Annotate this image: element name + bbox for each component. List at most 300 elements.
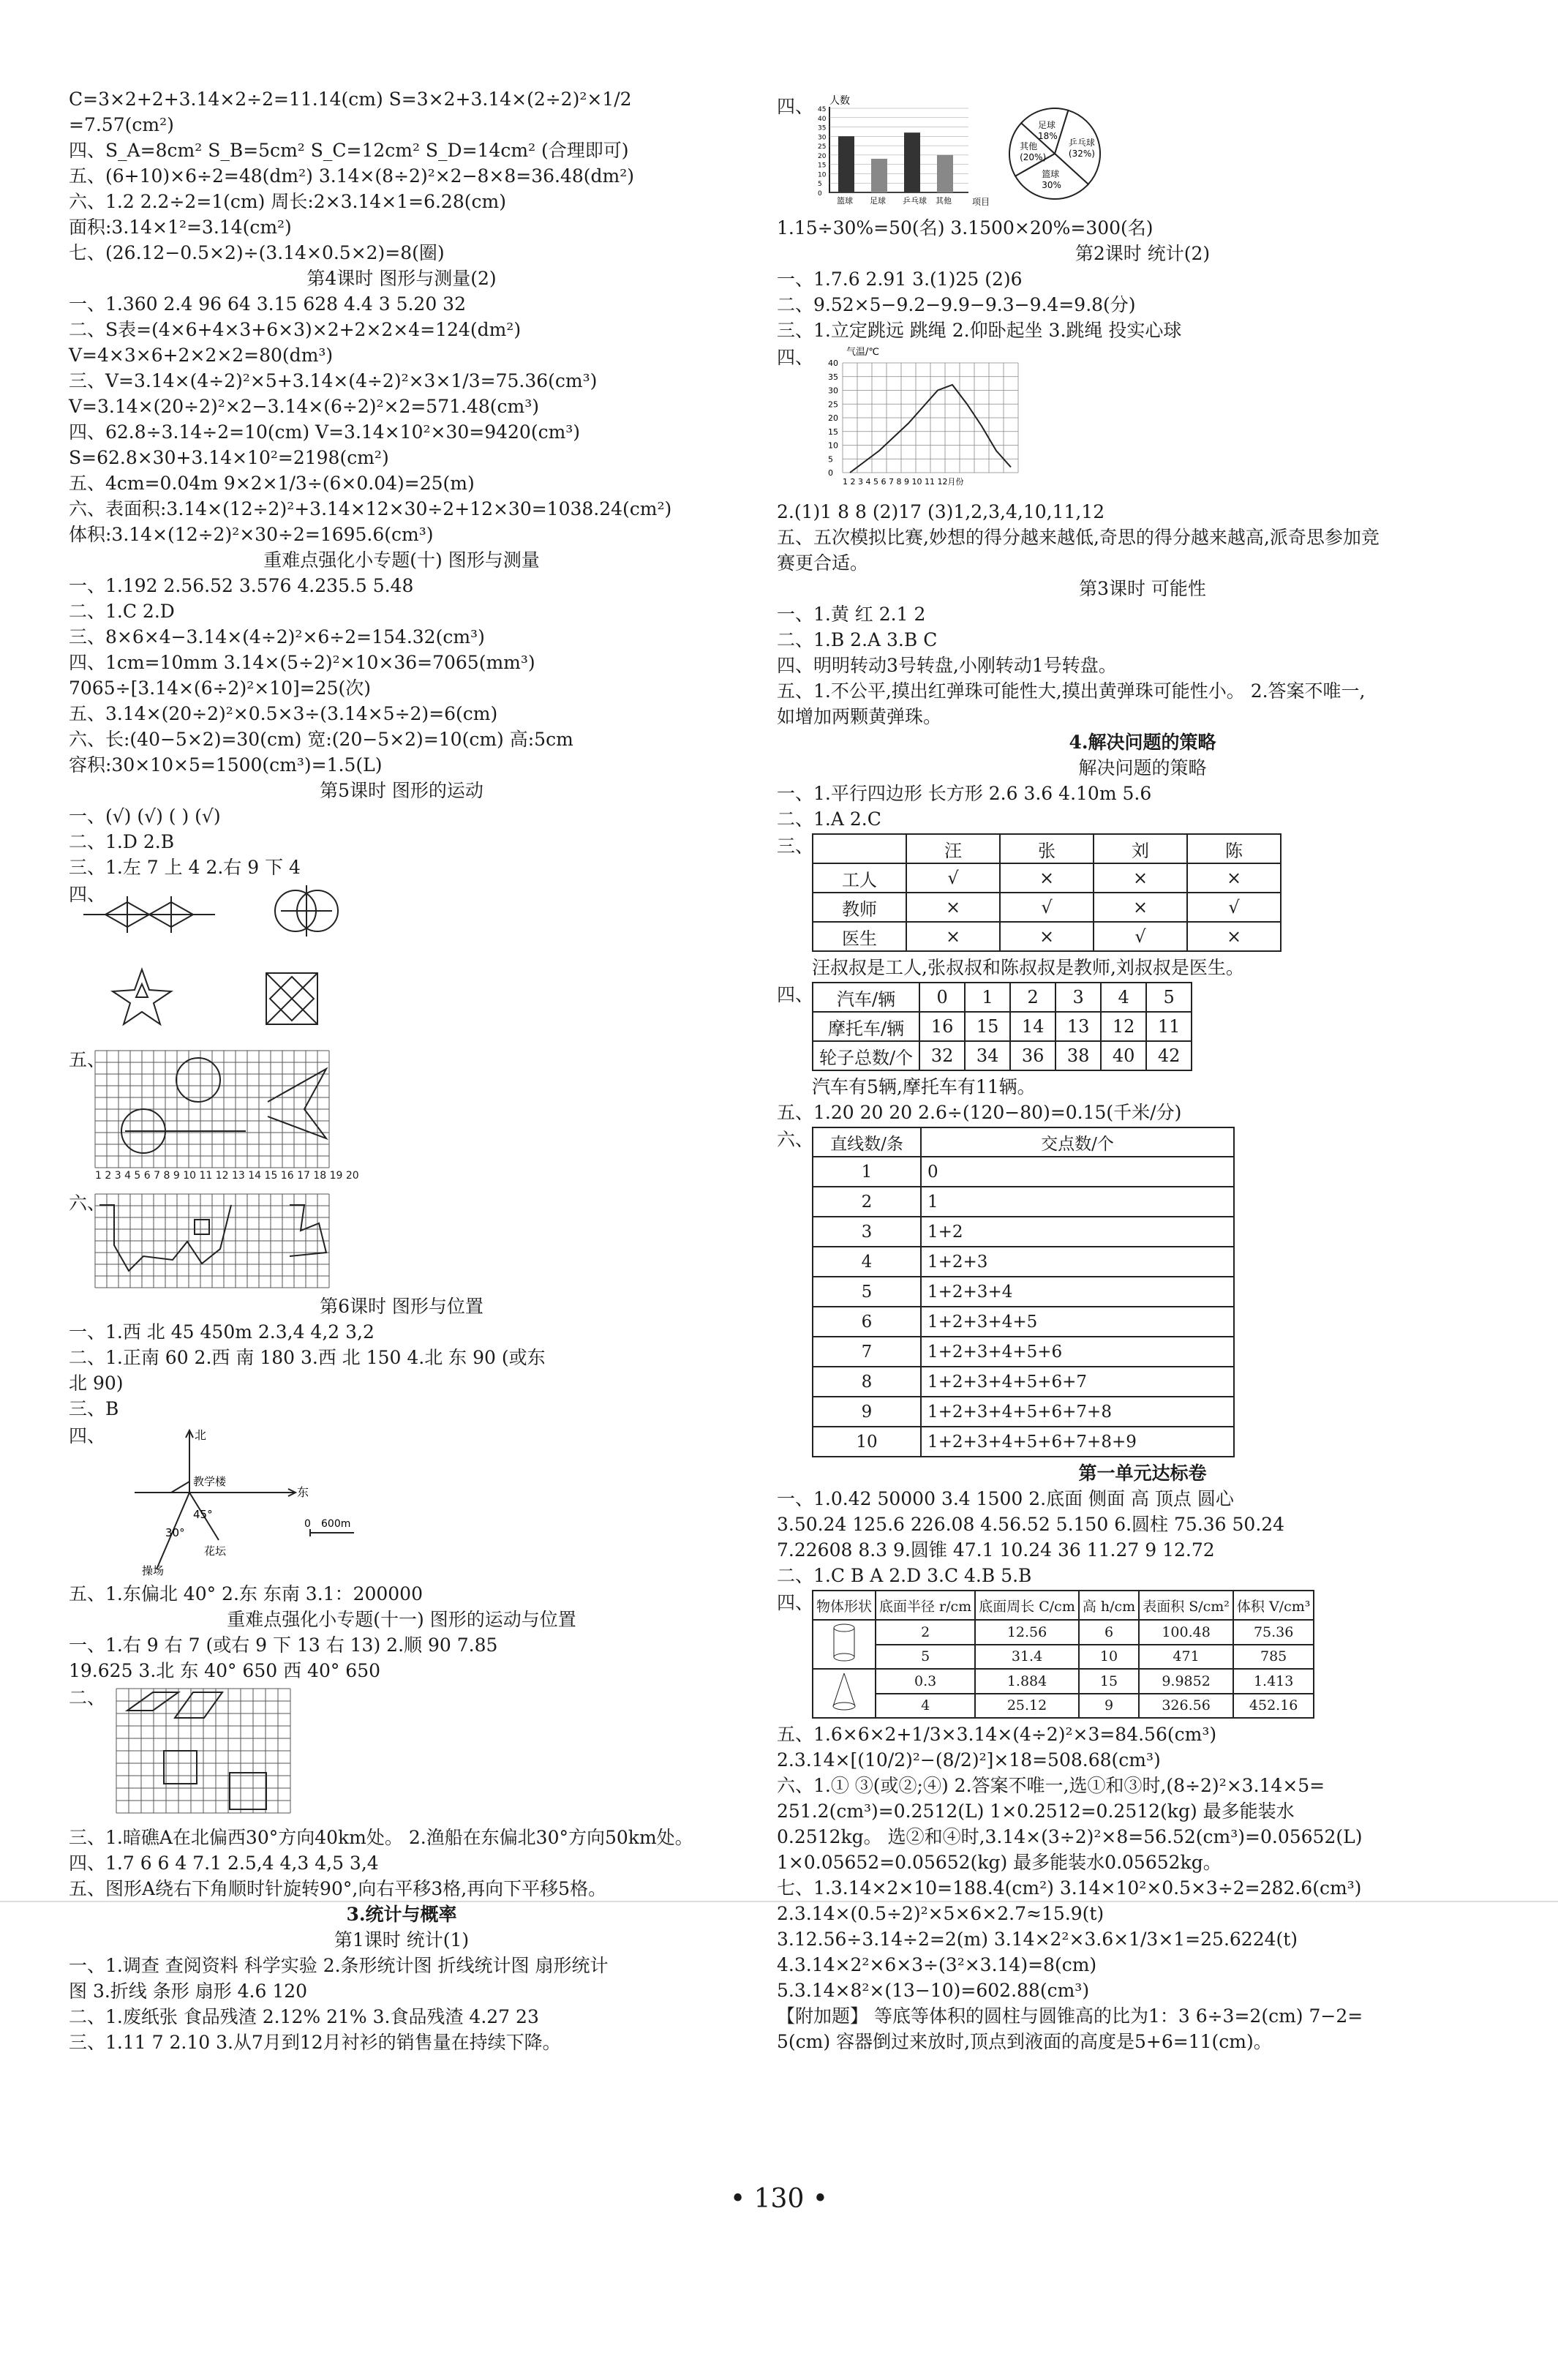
table-row [813,1367,1234,1397]
table-header-cell: 刘 [1094,834,1187,863]
unit4-heading: 4.解决问题的策略 [1069,732,1216,753]
table-cell: 1+2+3 [921,1247,1234,1277]
text-line: 7.22608 8.3 9.圆锥 47.1 10.24 36 11.27 9 12.72 [777,1539,1215,1561]
text-line: 1.15÷30%=50(名) 3.1500×20%=300(名) [777,217,1154,239]
text-line: 2.3.14×(0.5÷2)²×5×6×2.7≈15.9(t) [777,1903,1104,1924]
lesson3-heading: 第3课时 可能性 [1079,578,1206,599]
table-row [813,1694,1314,1719]
table-cell: 轮子总数/个 [813,1041,919,1070]
table-cell: 3 [1055,983,1101,1012]
text-line: V=4×3×6+2×2×2=80(dm³) [69,345,334,366]
table-row [813,1277,1234,1307]
lesson5-heading: 第5课时 图形的运动 [320,780,483,801]
table-row [813,1620,1314,1645]
text-line: 二、S表=(4×6+4×3+6×3)×2+2×2×4=124(dm²) [69,319,522,340]
line-wu: 五、1.20 20 20 2.6÷(120−80)=0.15(千米/分) [777,1102,1182,1123]
grid-figure-6 [69,1190,734,1289]
table-row [813,1247,1234,1277]
text-line: 五、五次模拟比赛,妙想的得分越来越低,奇思的得分越来越高,派奇思参加竞 [777,527,1380,548]
table-cell: × [1094,863,1187,893]
table-row [813,1307,1234,1337]
circle-upper [176,1058,220,1102]
square-pattern-shape [266,973,317,1024]
text-line: C=3×2+2+3.14×2÷2=11.14(cm) S=3×2+3.14×(2÷2)²×1/2 [69,89,632,110]
pie-label: 其他 [1020,141,1038,152]
line-chart [813,345,1033,495]
bar [838,136,854,192]
label-si: 四、 [69,884,106,905]
table-header-cell: 表面积 S/cm² [1139,1591,1233,1620]
pie-value: 30% [1042,179,1061,190]
table-cell: 1 [921,1187,1234,1217]
line-ylabel: 气温/℃ [846,347,879,358]
table-cell: 1+2+3+4+5+6 [921,1337,1234,1367]
text-line: 【附加题】 等底等体积的圆柱与圆锥高的比为1：3 6÷3=2(cm) 7−2= [777,2005,1363,2027]
table-cell: 11 [1146,1012,1192,1041]
solid-table-block [777,1590,1508,1719]
table-row [813,1041,1192,1070]
table-cell: 452.16 [1233,1694,1314,1719]
lesson4-heading: 第4课时 图形与测量(2) [306,268,497,289]
special10-lines [69,573,734,778]
table-cell: 10 [813,1427,921,1457]
label-san: 三、 [777,836,814,857]
table-cell: 1+2+3+4+5+6+7+8 [921,1397,1234,1427]
table-row [813,1187,1234,1217]
text-line: 容积:30×10×5=1500(cm³)=1.5(L) [69,754,383,776]
table-row [813,863,1281,893]
field-label: 操场 [142,1564,165,1577]
scan-divider [0,1901,1558,1902]
table-cell: × [1187,863,1281,893]
bar-category-label: 其他 [936,196,952,206]
lesson3-lines [777,601,1508,729]
special11b-lines [69,1825,734,1902]
line-ytick: 0 [828,468,833,478]
scale-zero: 0 [304,1518,311,1530]
line-ytick: 10 [828,440,838,451]
table-cell: 9.9852 [1139,1669,1233,1694]
text-line: 三、1.立定跳远 跳绳 2.仰卧起坐 3.跳绳 投实心球 [777,320,1182,341]
lesson6b-lines [69,1581,734,1607]
text-line: 5(cm) 容器倒过来放时,顶点到液面的高度是5+6=11(cm)。 [777,2031,1272,2052]
grid-er-svg [113,1685,361,1820]
lesson2-heading: 第2课时 统计(2) [1075,243,1211,264]
lesson6-heading: 第6课时 图形与位置 [320,1296,483,1317]
grid5-svg [85,1047,392,1186]
bar-ytick: 35 [818,124,827,132]
text-line: 七、(26.12−0.5×2)÷(3.14×0.5×2)=8(圈) [69,242,445,263]
table-cell: 14 [1010,1012,1055,1041]
table-cell: 1 [813,1157,921,1187]
table-row [813,1669,1314,1694]
label-liu-right: 六、 [777,1129,814,1150]
table-cell: 5 [1146,983,1192,1012]
text-line: 六、表面积:3.14×(12÷2)²+3.14×12×30÷2+12×30=1038.24(cm²) [69,498,672,519]
table-header-cell: 张 [1000,834,1094,863]
table-cell: 1 [965,983,1010,1012]
right-top-lines [777,215,1508,241]
table-cell: 教师 [813,893,906,922]
text-line: S=62.8×30+3.14×10²=2198(cm²) [69,447,389,468]
text-line: 5.3.14×8²×(13−10)=602.88(cm³) [777,1980,1090,2001]
job-table-block [777,833,1508,952]
line-ytick: 20 [828,413,838,423]
unit4-lines [777,781,1508,832]
pie-label: 篮球 [1042,168,1060,179]
table-cell: 4 [876,1694,975,1719]
text-line: 二、1.A 2.C [777,808,881,830]
table-cell: 0 [921,1157,1234,1187]
star-shape [113,969,171,1024]
label-si2: 四、 [777,347,814,368]
table-cell: 2 [876,1620,975,1645]
grid-figure-5 [69,1047,734,1186]
label-wu: 五、 [69,1049,106,1070]
table-cell: 1.884 [975,1669,1079,1694]
table-row [813,1645,1314,1670]
table-cell: × [1000,922,1094,951]
pie-value: (32%) [1068,149,1095,159]
table-header-cell: 底面周长 C/cm [975,1591,1079,1620]
lesson4-lines [69,291,734,547]
table-cell: 38 [1055,1041,1101,1070]
bar-xlabel: 项目 [972,197,990,207]
table-cell: √ [1187,893,1281,922]
table-row [813,983,1192,1012]
cars-answer: 汽车有5辆,摩托车有11辆。 [812,1076,1036,1097]
building-label: 教学楼 [193,1475,227,1488]
text-line: 七、1.3.14×2×10=188.4(cm²) 3.14×10²×0.5×3÷2=282.6(cm³) [777,1877,1362,1899]
table-cell: 34 [965,1041,1010,1070]
text-line: 六、长:(40−5×2)=30(cm) 宽:(20−5×2)=10(cm) 高:5cm [69,729,573,750]
text-line: 一、1.调查 查阅资料 科学实验 2.条形统计图 折线统计图 扇形统计 [69,1955,609,1976]
table-cell: 9 [1079,1694,1139,1719]
text-line: 2.(1)1 8 8 (2)17 (3)1,2,3,4,10,11,12 [777,501,1105,522]
text-line: 四、明明转动3号转盘,小刚转动1号转盘。 [777,655,1117,676]
compass-figure: 四、 北 东 教学楼 花坛 操场 45° 30° 0 600m [69,1423,734,1577]
table-cell: 42 [1146,1041,1192,1070]
text-line: 二、1.B 2.A 3.B C [777,629,938,650]
text-line: 面积:3.14×1²=3.14(cm²) [69,217,292,238]
angle1-label: 45° [193,1508,213,1521]
table-cell: 1+2+3+4+5+6+7 [921,1367,1234,1397]
unittest-lines [777,1486,1508,1588]
right-column [777,94,1508,2054]
table-row [813,1427,1234,1457]
symmetry-svg [69,882,434,1043]
solid-table [812,1590,1314,1719]
table-cell: 31.4 [975,1645,1079,1670]
table-cell: 32 [919,1041,965,1070]
table-cell: 75.36 [1233,1620,1314,1645]
text-line: 4.3.14×2²×6×3÷(3²×3.14)=8(cm) [777,1954,1097,1975]
table-cell: × [1094,893,1187,922]
text-line: 二、1.废纸张 食品残渣 2.12% 21% 3.食品残渣 4.27 23 [69,2006,539,2027]
table-header-cell: 物体形状 [813,1591,876,1620]
text-line: 二、1.C B A 2.D 3.C 4.B 5.B [777,1565,1032,1586]
lesson6-lines [69,1319,734,1422]
text-line: 一、1.黄 红 2.1 2 [777,604,926,625]
table-cell: √ [1000,893,1094,922]
unit3-lines [69,1953,734,2055]
table-cell: 15 [965,1012,1010,1041]
left-top-lines [69,86,734,266]
cone-icon [813,1669,876,1718]
table-cell: 汽车/辆 [813,983,919,1012]
bar-ytick: 30 [818,134,827,142]
table-row [813,1157,1234,1187]
table-cell: 471 [1139,1645,1233,1670]
two-circles-shape [275,885,338,936]
strategy-heading: 解决问题的策略 [1078,757,1207,778]
text-line: 251.2(cm³)=0.2512(L) 1×0.2512=0.2512(kg) 最多能装水 [777,1801,1295,1822]
line-ytick: 35 [828,372,838,382]
bar [871,159,887,192]
text-line: 7065÷[3.14×(6÷2)²×10]=25(次) [69,677,372,699]
compass-svg [69,1423,376,1577]
table-header-cell: 高 h/cm [1079,1591,1139,1620]
text-line: V=3.14×(20÷2)²×2−3.14×(6÷2)²×2=571.48(cm³) [69,396,540,417]
table-cell: 785 [1233,1645,1314,1670]
table-header-cell: 陈 [1187,834,1281,863]
table-cell: 3 [813,1217,921,1247]
bar-ytick: 5 [818,181,822,189]
table-header-cell: 直线数/条 [813,1127,921,1157]
label-er: 二、 [69,1687,106,1708]
bar-ytick: 40 [818,115,827,123]
intersections-table [812,1127,1235,1457]
text-line: 赛更合适。 [777,552,869,574]
bar-category-label: 篮球 [837,196,853,206]
lesson2-lines [777,266,1508,343]
table-cell: 1.413 [1233,1669,1314,1694]
text-line: 二、1.正南 60 2.西 南 180 3.西 北 150 4.北 东 90 (或东 [69,1347,546,1368]
table-cell: 36 [1010,1041,1055,1070]
text-line: 五、4cm=0.04m 9×2×1/3÷(6×0.04)=25(m) [69,473,475,494]
bar-ylabel: 人数 [829,95,850,107]
line-chart-figure [777,345,1508,495]
table-cell: 2 [1010,983,1055,1012]
table-cell: 16 [919,1012,965,1041]
lesson5-lines [69,803,734,880]
text-line: 六、1.2 2.2÷2=1(cm) 周长:2×3.14×1=6.28(cm) [69,191,506,212]
table-cell: 4 [813,1247,921,1277]
text-line: 如增加两颗黄弹珠。 [777,706,942,727]
text-line: 一、(√) (√) ( ) (√) [69,806,221,827]
grid6-svg [85,1190,392,1289]
text-line: 四、1cm=10mm 3.14×(5÷2)²×10×36=7065(mm³) [69,652,535,673]
grid5-x-ticks: 1 2 3 4 5 6 7 8 9 10 11 12 13 14 15 16 17 18 19 20 [95,1170,359,1182]
east-label: 东 [297,1485,309,1499]
special10-heading: 重难点强化小专题(十) 图形与测量 [263,549,540,571]
table-row [813,922,1281,951]
pie-value: (20%) [1020,152,1047,163]
text-line: 五、1.6×6×2+1/3×3.14×(4÷2)²×3=84.56(cm³) [777,1724,1217,1745]
bar-category-label: 乒乓球 [903,196,927,206]
bar-ytick: 20 [818,152,827,160]
table-cell: × [1000,863,1094,893]
text-line: 图 3.折线 条形 扇形 4.6 120 [69,1981,308,2002]
table-cell: 1+2+3+4+5+6+7+8+9 [921,1427,1234,1457]
table-cell: 12 [1101,1012,1146,1041]
text-line: 二、1.D 2.B [69,831,175,852]
text-line: 一、1.7.6 2.91 3.(1)25 (2)6 [777,269,1023,290]
table-cell: × [1187,922,1281,951]
pie-value: 18% [1038,131,1058,142]
text-line: 五、1.东偏北 40° 2.东 东南 3.1：200000 [69,1583,423,1604]
table-cell: 7 [813,1337,921,1367]
line-xticks: 1 2 3 4 5 6 7 8 9 10 11 12月份 [843,477,964,487]
special11-heading: 重难点强化小专题(十一) 图形的运动与位置 [227,1609,576,1630]
text-line: 二、1.C 2.D [69,601,175,622]
table-cell: 工人 [813,863,906,893]
bar-ytick: 25 [818,143,827,151]
text-line: 一、1.192 2.56.52 3.576 4.235.5 5.48 [69,575,414,596]
table-cell: 2 [813,1187,921,1217]
cars-table [812,982,1192,1071]
bar-ytick: 0 [818,190,822,198]
diamond-chain-shape [83,896,215,933]
table-cell: × [906,922,1000,951]
label-liu: 六、 [69,1193,106,1214]
charts-figure [777,94,1508,211]
text-line: 二、9.52×5−9.2−9.9−9.3−9.4=9.8(分) [777,294,1136,315]
text-line: 六、1.① ③(或②;④) 2.答案不唯一,选①和③时,(8÷2)²×3.14×5= [777,1775,1325,1796]
scale-label: 600m [321,1518,351,1530]
lesson2b-lines [777,499,1508,576]
label-si4: 四、 [777,1592,814,1613]
text-line: 四、S_A=8cm² S_B=5cm² S_C=12cm² S_D=14cm² (合理即可) [69,140,629,161]
text-line: 体积:3.14×(12÷2)²×30÷2=1695.6(cm³) [69,524,434,545]
table-cell: 摩托车/辆 [813,1012,919,1041]
table-cell: 5 [876,1645,975,1670]
text-line: 一、1.西 北 45 450m 2.3,4 4,2 3,2 [69,1321,375,1343]
bar-ytick: 15 [818,162,827,170]
table-header-cell: 汪 [906,834,1000,863]
table-cell: 1+2 [921,1217,1234,1247]
bar-category-label: 足球 [870,196,886,206]
text-line: =7.57(cm²) [69,114,174,135]
table-cell: 13 [1055,1012,1101,1041]
table-cell: 1+2+3+4+5 [921,1307,1234,1337]
job-table [812,833,1282,952]
park-label: 花坛 [204,1544,227,1558]
text-line: 一、1.0.42 50000 3.4 1500 2.底面 侧面 高 顶点 圆心 [777,1488,1234,1509]
table-cell: 10 [1079,1645,1139,1670]
text-line: 五、3.14×(20÷2)²×0.5×3÷(3.14×5÷2)=6(cm) [69,703,498,724]
special11-lines [69,1632,734,1683]
bar-chart [808,94,998,211]
unit3-lesson1-heading: 第1课时 统计(1) [334,1929,470,1951]
table-cell: 4 [1101,983,1146,1012]
text-line: 五、图形A绕右下角顺时针旋转90°,向右平移3格,再向下平移5格。 [69,1878,607,1899]
job-answer: 汪叔叔是工人,张叔叔和陈叔叔是教师,刘叔叔是医生。 [812,957,1244,978]
left-column [69,86,734,2055]
text-line: 五、(6+10)×6÷2=48(dm²) 3.14×(8÷2)²×2−8×8=36.48(dm²) [69,165,635,187]
table-cell: 1+2+3+4 [921,1277,1234,1307]
line-ytick: 5 [828,454,833,465]
table-cell: 326.56 [1139,1694,1233,1719]
cars-table-block [777,982,1508,1071]
table-cell: 25.12 [975,1694,1079,1719]
table-cell: √ [906,863,1000,893]
angle2-label: 30° [165,1526,185,1539]
text-line: 四、1.7 6 6 4 7.1 2.5,4 4,3 4,5 3,4 [69,1852,379,1874]
north-label: 北 [195,1428,207,1442]
table-header-cell: 体积 V/cm³ [1233,1591,1314,1620]
lines-table-block [777,1127,1508,1457]
symmetry-figures [69,882,734,1043]
table-header-cell [813,834,906,863]
pie-label: 乒乓球 [1068,138,1095,149]
table-row [813,1397,1234,1427]
table-row [813,1337,1234,1367]
text-line: 一、1.平行四边形 长方形 2.6 3.6 4.10m 5.6 [777,783,1152,804]
text-line: 一、1.360 2.4 96 64 3.15 628 4.4 3 5.20 32 [69,293,466,315]
bar [937,155,953,192]
text-line: 1×0.05652=0.05652(kg) 最多能装水0.05652kg。 [777,1852,1222,1873]
text-line: 一、1.右 9 右 7 (或右 9 下 13 右 13) 2.顺 90 7.85 [69,1634,498,1656]
bar-ytick: 10 [818,171,827,179]
text-line: 北 90) [69,1373,124,1394]
text-line: 3.12.56÷3.14÷2=2(m) 3.14×2²×3.6×1/3×1=25.6224(t) [777,1929,1298,1950]
table-row [813,1012,1192,1041]
table-cell: 15 [1079,1669,1139,1694]
table-cell: 5 [813,1277,921,1307]
unittest-heading: 第一单元达标卷 [1078,1463,1207,1484]
grid-figure-er [69,1685,734,1820]
label-si-right: 四、 [777,96,814,117]
table-cell: 100.48 [1139,1620,1233,1645]
text-line: 2.3.14×[(10/2)²−(8/2)²]×18=508.68(cm³) [777,1749,1161,1771]
table-row [813,893,1281,922]
bar [904,132,920,192]
text-line: 三、1.11 7 2.10 3.从7月到12月衬衫的销售量在持续下降。 [69,2032,561,2053]
text-line: 3.50.24 125.6 226.08 4.56.52 5.150 6.圆柱 75.36 50.24 [777,1514,1285,1535]
text-line: 三、V=3.14×(4÷2)²×5+3.14×(4÷2)²×3×1/3=75.36(cm³) [69,370,598,391]
unittest2-lines [777,1722,1508,2054]
table-cell: 医生 [813,922,906,951]
text-line: 五、1.不公平,摸出红弹珠可能性大,摸出黄弹珠可能性小。 2.答案不唯一, [777,680,1366,702]
text-line: 0.2512kg。 选②和④时,3.14×(3÷2)²×8=56.52(cm³)=0.05652(L) [777,1826,1363,1847]
line-ytick: 30 [828,386,838,396]
text-line: 19.625 3.北 东 40° 650 西 40° 650 [69,1660,381,1681]
text-line: 三、8×6×4−3.14×(4÷2)²×6÷2=154.32(cm³) [69,626,485,647]
table-cell: 40 [1101,1041,1146,1070]
table-row [813,1217,1234,1247]
table-cell: 0.3 [876,1669,975,1694]
table-cell: 6 [1079,1620,1139,1645]
label-si3: 四、 [777,984,814,1005]
text-line: 三、B [69,1398,119,1419]
line-ytick: 40 [828,358,838,368]
line-ytick: 25 [828,399,838,410]
table-cell: 6 [813,1307,921,1337]
text-line: 四、62.8÷3.14÷2=10(cm) V=3.14×10²×30=9420(cm³) [69,421,581,443]
unit3-heading: 3.统计与概率 [346,1904,457,1925]
line-ytick: 15 [828,427,838,437]
bar-ytick: 45 [818,106,827,113]
table-header-cell: 底面半径 r/cm [876,1591,975,1620]
table-header-cell: 交点数/个 [921,1127,1234,1157]
pie-chart [996,94,1143,211]
cylinder-icon [813,1620,876,1669]
table-cell: 12.56 [975,1620,1079,1645]
page-number: • 130 • [729,2184,829,2214]
text-line: 三、1.暗礁A在北偏西30°方向40km处。 2.渔船在东偏北30°方向50km处。 [69,1827,693,1848]
table-cell: 8 [813,1367,921,1397]
